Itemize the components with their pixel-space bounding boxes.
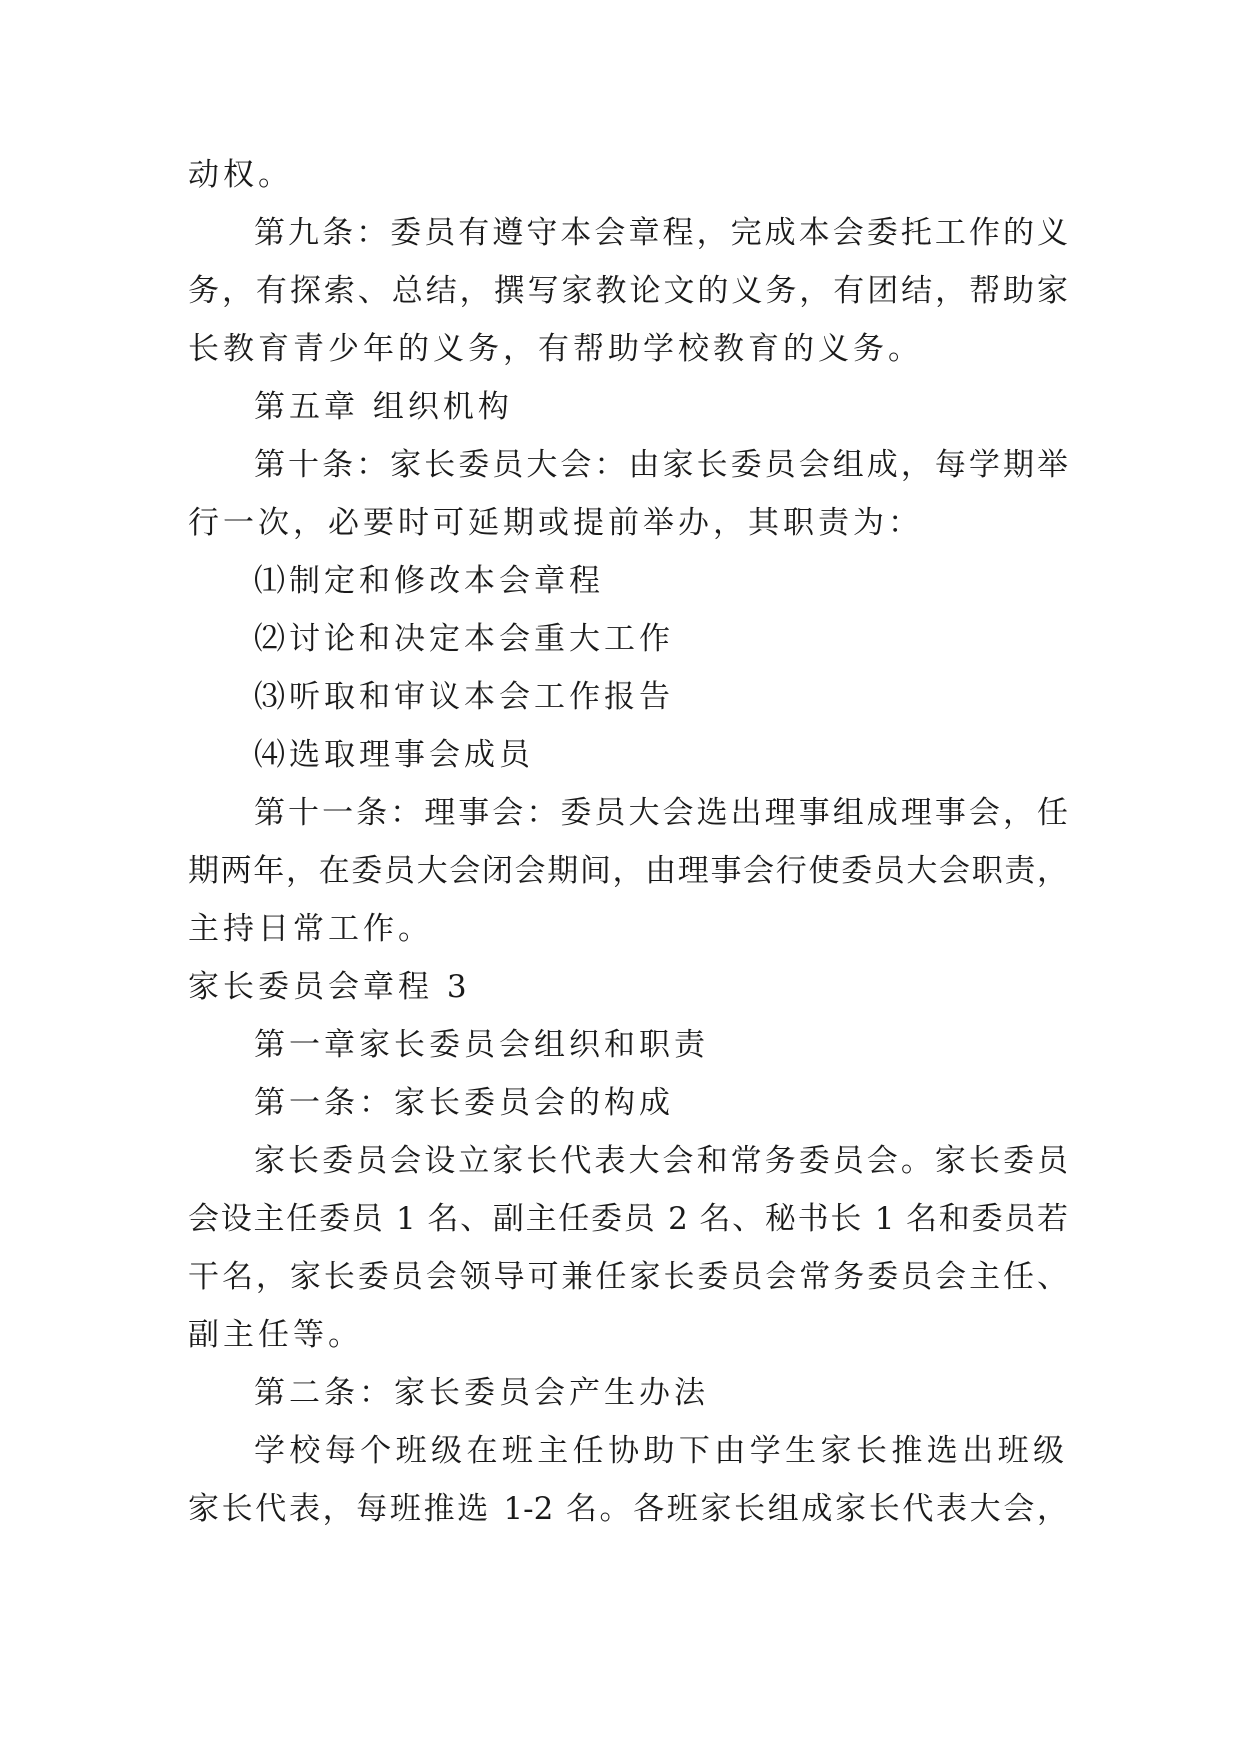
text-line: 主持日常工作。 xyxy=(188,911,433,947)
text-line: ⑶听取和审议本会工作报告 xyxy=(254,679,674,715)
text-line: 第十一条：理事会：委员大会选出理事组成理事会，任 xyxy=(254,795,1068,831)
text-line: 会设主任委员 1 名、副主任委员 2 名、秘书长 1 名和委员若 xyxy=(188,1201,1068,1237)
text-line: 家长代表，每班推选 1-2 名。各班家长组成家长代表大会， xyxy=(188,1491,1068,1527)
text-line: ⑷选取理事会成员 xyxy=(254,737,534,773)
text-line: 期两年，在委员大会闭会期间，由理事会行使委员大会职责， xyxy=(188,853,1068,889)
text-line: 第十条：家长委员大会：由家长委员会组成，每学期举 xyxy=(254,447,1068,483)
text-line: 务，有探索、总结，撰写家教论文的义务，有团结，帮助家 xyxy=(188,273,1068,309)
text-line: 长教育青少年的义务，有帮助学校教育的义务。 xyxy=(188,331,923,367)
text-line: 家长委员会章程 3 xyxy=(188,969,471,1005)
text-line: 家长委员会设立家长代表大会和常务委员会。家长委员 xyxy=(254,1143,1068,1179)
text-line: 第九条：委员有遵守本会章程，完成本会委托工作的义 xyxy=(254,215,1068,251)
text-line: 第五章 组织机构 xyxy=(254,389,513,425)
text-line: 动权。 xyxy=(188,157,293,193)
text-line: 第一条：家长委员会的构成 xyxy=(254,1085,674,1121)
text-line: 第一章家长委员会组织和职责 xyxy=(254,1027,709,1063)
text-line: ⑵讨论和决定本会重大工作 xyxy=(254,621,674,657)
text-line: 行一次，必要时可延期或提前举办，其职责为： xyxy=(188,505,923,541)
text-line: 学校每个班级在班主任协助下由学生家长推选出班级 xyxy=(254,1433,1068,1469)
text-line: 第二条：家长委员会产生办法 xyxy=(254,1375,709,1411)
text-line: 副主任等。 xyxy=(188,1317,363,1353)
document-body xyxy=(188,146,1068,1538)
text-line: ⑴制定和修改本会章程 xyxy=(254,563,604,599)
text-line: 干名，家长委员会领导可兼任家长委员会常务委员会主任、 xyxy=(188,1259,1068,1295)
